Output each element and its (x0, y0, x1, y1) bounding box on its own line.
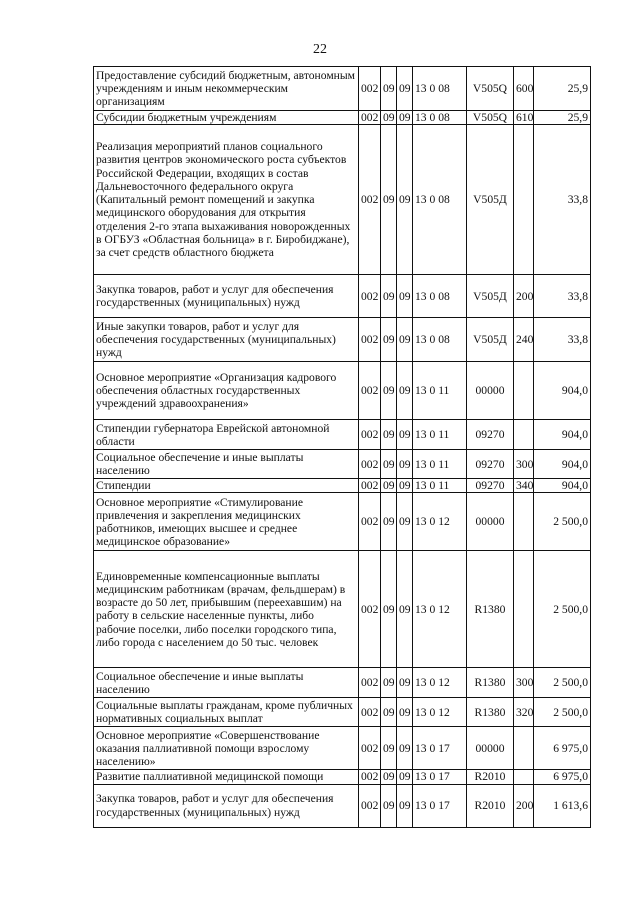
budget-table (93, 66, 591, 828)
expense-type-code: 610 (514, 111, 534, 125)
expense-type-code: 320 (514, 698, 534, 727)
expense-article-code: R1380 (467, 698, 514, 727)
section-code: 09 (381, 318, 397, 362)
expense-article-code: V505Q (467, 67, 514, 111)
expense-type-code: 200 (514, 275, 534, 318)
program-code: 13 0 08 (413, 111, 467, 125)
expense-type-code (514, 420, 534, 450)
expense-article-code: 09270 (467, 420, 514, 450)
section-code: 09 (381, 420, 397, 450)
amount-cell: 25,9 (534, 67, 591, 111)
subsection-code: 09 (397, 318, 413, 362)
row-description: Реализация мероприятий планов социального развития центров экономического роста субъектов Российской Федерации, входящих в состав Дальневосточного федерального округа (Капитальный ремонт помещений и закупка медицинского оборудования для открытия отделения 2-го этапа выхаживания новорожденных в ОГБУЗ «Областная больница» в г. Биробиджане), за счет средств областного бюджета (94, 125, 359, 275)
table-row (94, 125, 591, 275)
ministry-code: 002 (359, 111, 381, 125)
ministry-code: 002 (359, 784, 381, 827)
ministry-code: 002 (359, 420, 381, 450)
expense-type-code (514, 770, 534, 784)
program-code: 13 0 17 (413, 770, 467, 784)
subsection-code: 09 (397, 493, 413, 551)
table-row (94, 668, 591, 698)
amount-cell: 2 500,0 (534, 668, 591, 698)
program-code: 13 0 12 (413, 668, 467, 698)
ministry-code: 002 (359, 493, 381, 551)
amount-cell: 2 500,0 (534, 551, 591, 668)
expense-type-code (514, 493, 534, 551)
expense-type-code: 240 (514, 318, 534, 362)
ministry-code: 002 (359, 479, 381, 493)
subsection-code: 09 (397, 420, 413, 450)
section-code: 09 (381, 125, 397, 275)
section-code: 09 (381, 275, 397, 318)
section-code: 09 (381, 784, 397, 827)
row-description: Иные закупки товаров, работ и услуг для обеспечения государственных (муниципальных) нужд (94, 318, 359, 362)
table-row (94, 67, 591, 111)
subsection-code: 09 (397, 698, 413, 727)
subsection-code: 09 (397, 275, 413, 318)
table-row (94, 727, 591, 770)
section-code: 09 (381, 770, 397, 784)
ministry-code: 002 (359, 318, 381, 362)
subsection-code: 09 (397, 727, 413, 770)
expense-article-code: 00000 (467, 727, 514, 770)
amount-cell: 1 613,6 (534, 784, 591, 827)
subsection-code: 09 (397, 770, 413, 784)
expense-article-code: R2010 (467, 770, 514, 784)
expense-type-code: 300 (514, 450, 534, 479)
row-description: Единовременные компенсационные выплаты медицинским работникам (врачам, фельдшерам) в возрасте до 50 лет, прибывшим (переехавшим) на работу в сельские населенные пункты, либо рабочие поселки, либо поселки городского типа, либо города с населением до 50 тыс. человек (94, 551, 359, 668)
section-code: 09 (381, 450, 397, 479)
expense-type-code: 200 (514, 784, 534, 827)
amount-cell: 33,8 (534, 318, 591, 362)
table-row (94, 770, 591, 784)
row-description: Стипендии (94, 479, 359, 493)
program-code: 13 0 11 (413, 479, 467, 493)
expense-article-code: V505Д (467, 125, 514, 275)
expense-type-code: 340 (514, 479, 534, 493)
table-row (94, 698, 591, 727)
program-code: 13 0 08 (413, 125, 467, 275)
subsection-code: 09 (397, 450, 413, 479)
section-code: 09 (381, 67, 397, 111)
ministry-code: 002 (359, 727, 381, 770)
amount-cell: 904,0 (534, 450, 591, 479)
ministry-code: 002 (359, 668, 381, 698)
row-description: Основное мероприятие «Совершенствование оказания паллиативной помощи взрослому населению» (94, 727, 359, 770)
amount-cell: 904,0 (534, 479, 591, 493)
ministry-code: 002 (359, 67, 381, 111)
table-row (94, 275, 591, 318)
subsection-code: 09 (397, 125, 413, 275)
ministry-code: 002 (359, 125, 381, 275)
amount-cell: 6 975,0 (534, 770, 591, 784)
section-code: 09 (381, 111, 397, 125)
program-code: 13 0 08 (413, 275, 467, 318)
section-code: 09 (381, 727, 397, 770)
row-description: Социальное обеспечение и иные выплаты населению (94, 668, 359, 698)
program-code: 13 0 11 (413, 420, 467, 450)
expense-article-code: V505Д (467, 275, 514, 318)
program-code: 13 0 17 (413, 727, 467, 770)
amount-cell: 25,9 (534, 111, 591, 125)
section-code: 09 (381, 698, 397, 727)
expense-article-code: 09270 (467, 479, 514, 493)
amount-cell: 33,8 (534, 125, 591, 275)
expense-type-code (514, 125, 534, 275)
row-description: Субсидии бюджетным учреждениям (94, 111, 359, 125)
expense-type-code (514, 551, 534, 668)
section-code: 09 (381, 551, 397, 668)
amount-cell: 2 500,0 (534, 493, 591, 551)
subsection-code: 09 (397, 362, 413, 420)
section-code: 09 (381, 668, 397, 698)
section-code: 09 (381, 479, 397, 493)
expense-type-code (514, 362, 534, 420)
table-row (94, 318, 591, 362)
expense-article-code: V505Q (467, 111, 514, 125)
expense-type-code (514, 727, 534, 770)
section-code: 09 (381, 362, 397, 420)
table-row (94, 493, 591, 551)
row-description: Основное мероприятие «Организация кадрового обеспечения областных государственных учреждений здравоохранения» (94, 362, 359, 420)
section-code: 09 (381, 493, 397, 551)
ministry-code: 002 (359, 450, 381, 479)
expense-type-code: 600 (514, 67, 534, 111)
table-row (94, 784, 591, 827)
amount-cell: 6 975,0 (534, 727, 591, 770)
amount-cell: 904,0 (534, 362, 591, 420)
row-description: Основное мероприятие «Стимулирование привлечения и закрепления медицинских работников, имеющих высшее и среднее медицинское образование» (94, 493, 359, 551)
row-description: Предоставление субсидий бюджетным, автономным учреждениям и иным некоммерческим организациям (94, 67, 359, 111)
table-row (94, 551, 591, 668)
expense-article-code: 00000 (467, 493, 514, 551)
subsection-code: 09 (397, 111, 413, 125)
subsection-code: 09 (397, 784, 413, 827)
table-row (94, 362, 591, 420)
amount-cell: 33,8 (534, 275, 591, 318)
program-code: 13 0 08 (413, 67, 467, 111)
amount-cell: 904,0 (534, 420, 591, 450)
ministry-code: 002 (359, 698, 381, 727)
budget-table-body (94, 67, 591, 828)
expense-article-code: V505Д (467, 318, 514, 362)
program-code: 13 0 12 (413, 551, 467, 668)
ministry-code: 002 (359, 551, 381, 668)
table-row (94, 111, 591, 125)
page-number: 22 (313, 42, 327, 57)
subsection-code: 09 (397, 479, 413, 493)
program-code: 13 0 17 (413, 784, 467, 827)
expense-article-code: R1380 (467, 551, 514, 668)
program-code: 13 0 11 (413, 362, 467, 420)
expense-article-code: R2010 (467, 784, 514, 827)
subsection-code: 09 (397, 668, 413, 698)
row-description: Закупка товаров, работ и услуг для обеспечения государственных (муниципальных) нужд (94, 275, 359, 318)
table-row (94, 420, 591, 450)
program-code: 13 0 12 (413, 493, 467, 551)
row-description: Закупка товаров, работ и услуг для обеспечения государственных (муниципальных) нужд (94, 784, 359, 827)
amount-cell: 2 500,0 (534, 698, 591, 727)
expense-article-code: R1380 (467, 668, 514, 698)
ministry-code: 002 (359, 770, 381, 784)
subsection-code: 09 (397, 551, 413, 668)
row-description: Развитие паллиативной медицинской помощи (94, 770, 359, 784)
table-row (94, 479, 591, 493)
ministry-code: 002 (359, 362, 381, 420)
program-code: 13 0 12 (413, 698, 467, 727)
row-description: Социальные выплаты гражданам, кроме публичных нормативных социальных выплат (94, 698, 359, 727)
table-row (94, 450, 591, 479)
program-code: 13 0 11 (413, 450, 467, 479)
expense-article-code: 09270 (467, 450, 514, 479)
program-code: 13 0 08 (413, 318, 467, 362)
row-description: Стипендии губернатора Еврейской автономной области (94, 420, 359, 450)
ministry-code: 002 (359, 275, 381, 318)
row-description: Социальное обеспечение и иные выплаты населению (94, 450, 359, 479)
expense-type-code: 300 (514, 668, 534, 698)
subsection-code: 09 (397, 67, 413, 111)
expense-article-code: 00000 (467, 362, 514, 420)
